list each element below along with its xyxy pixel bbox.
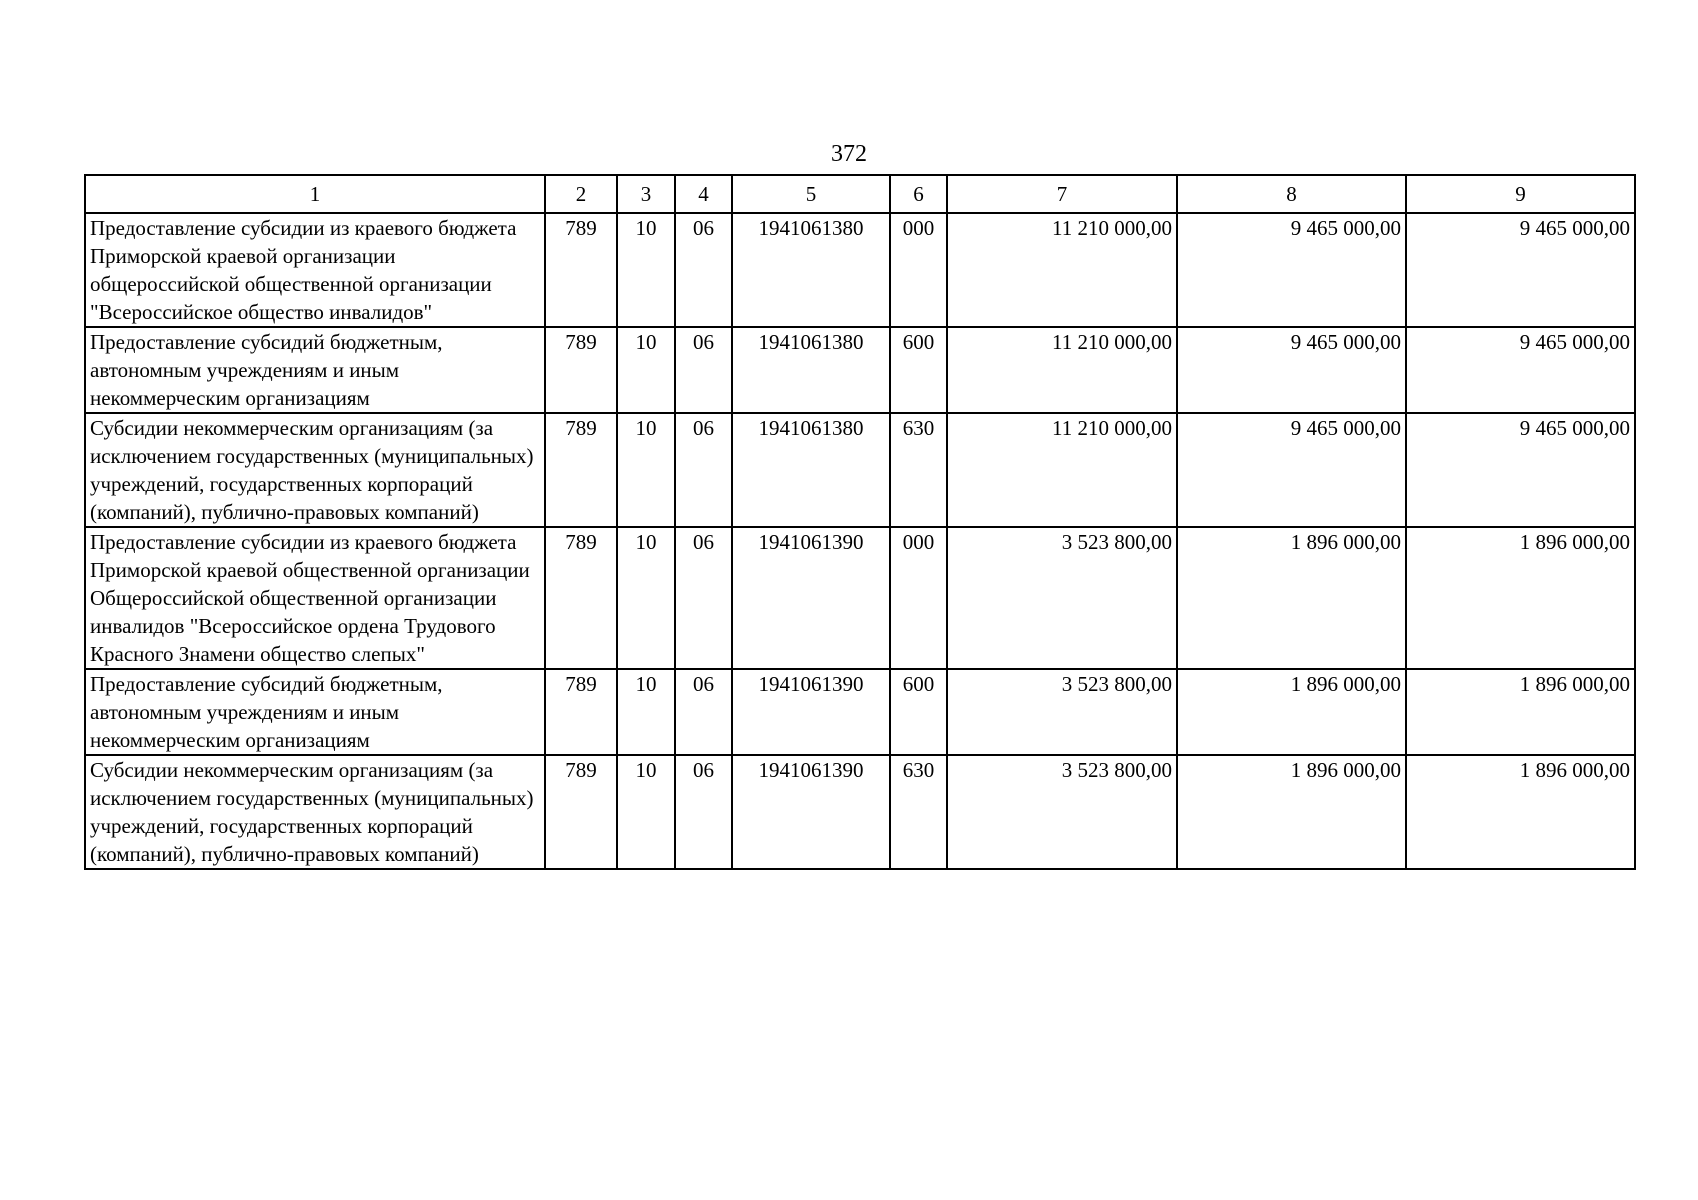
amount-cell: 1 896 000,00 — [1177, 755, 1406, 869]
code-cell: 1941061390 — [732, 669, 890, 755]
amount-cell: 1 896 000,00 — [1406, 755, 1635, 869]
code-cell: 06 — [675, 755, 732, 869]
code-cell: 789 — [545, 413, 617, 527]
amount-cell: 11 210 000,00 — [947, 213, 1177, 327]
code-cell: 789 — [545, 327, 617, 413]
column-header: 6 — [890, 175, 947, 213]
column-header: 9 — [1406, 175, 1635, 213]
code-cell: 600 — [890, 327, 947, 413]
amount-cell: 9 465 000,00 — [1177, 413, 1406, 527]
code-cell: 10 — [617, 327, 675, 413]
code-cell: 1941061380 — [732, 413, 890, 527]
column-header: 3 — [617, 175, 675, 213]
code-cell: 10 — [617, 413, 675, 527]
code-cell: 789 — [545, 669, 617, 755]
amount-cell: 3 523 800,00 — [947, 669, 1177, 755]
amount-cell: 1 896 000,00 — [1177, 527, 1406, 669]
table-row — [85, 755, 1635, 869]
amount-cell: 9 465 000,00 — [1406, 327, 1635, 413]
code-cell: 789 — [545, 213, 617, 327]
page-number: 372 — [831, 141, 867, 167]
budget-table — [84, 174, 1636, 870]
code-cell: 1941061390 — [732, 527, 890, 669]
amount-cell: 1 896 000,00 — [1406, 527, 1635, 669]
column-header: 2 — [545, 175, 617, 213]
amount-cell: 3 523 800,00 — [947, 755, 1177, 869]
code-cell: 000 — [890, 213, 947, 327]
code-cell: 630 — [890, 413, 947, 527]
code-cell: 1941061380 — [732, 213, 890, 327]
code-cell: 10 — [617, 669, 675, 755]
code-cell: 06 — [675, 327, 732, 413]
row-name: Субсидии некоммерческим организациям (за исключением государственных (муниципальных) учреждений, государственных корпораций (компаний), публично-правовых компаний) — [85, 755, 545, 869]
amount-cell: 9 465 000,00 — [1177, 327, 1406, 413]
code-cell: 06 — [675, 213, 732, 327]
amount-cell: 11 210 000,00 — [947, 413, 1177, 527]
code-cell: 000 — [890, 527, 947, 669]
row-name: Субсидии некоммерческим организациям (за исключением государственных (муниципальных) учреждений, государственных корпораций (компаний), публично-правовых компаний) — [85, 413, 545, 527]
table-row — [85, 327, 1635, 413]
column-header: 5 — [732, 175, 890, 213]
column-header: 1 — [85, 175, 545, 213]
amount-cell: 9 465 000,00 — [1406, 213, 1635, 327]
code-cell: 789 — [545, 755, 617, 869]
column-header: 8 — [1177, 175, 1406, 213]
amount-cell: 9 465 000,00 — [1177, 213, 1406, 327]
column-header: 4 — [675, 175, 732, 213]
code-cell: 600 — [890, 669, 947, 755]
code-cell: 06 — [675, 413, 732, 527]
amount-cell: 9 465 000,00 — [1406, 413, 1635, 527]
table-header-row — [85, 175, 1635, 213]
amount-cell: 11 210 000,00 — [947, 327, 1177, 413]
table-row — [85, 527, 1635, 669]
code-cell: 10 — [617, 755, 675, 869]
table-row — [85, 413, 1635, 527]
amount-cell: 1 896 000,00 — [1406, 669, 1635, 755]
code-cell: 10 — [617, 213, 675, 327]
code-cell: 1941061380 — [732, 327, 890, 413]
code-cell: 06 — [675, 527, 732, 669]
amount-cell: 1 896 000,00 — [1177, 669, 1406, 755]
code-cell: 10 — [617, 527, 675, 669]
column-header: 7 — [947, 175, 1177, 213]
code-cell: 789 — [545, 527, 617, 669]
table-row — [85, 669, 1635, 755]
row-name: Предоставление субсидий бюджетным, автономным учреждениям и иным некоммерческим организациям — [85, 669, 545, 755]
code-cell: 630 — [890, 755, 947, 869]
row-name: Предоставление субсидии из краевого бюджета Приморской краевой организации общероссийской общественной организации "Всероссийское общество инвалидов" — [85, 213, 545, 327]
row-name: Предоставление субсидии из краевого бюджета Приморской краевой общественной организации Общероссийской общественной организации инвалидов "Всероссийское ордена Трудового Красного Знамени общество слепых" — [85, 527, 545, 669]
amount-cell: 3 523 800,00 — [947, 527, 1177, 669]
row-name: Предоставление субсидий бюджетным, автономным учреждениям и иным некоммерческим организациям — [85, 327, 545, 413]
code-cell: 1941061390 — [732, 755, 890, 869]
table-row — [85, 213, 1635, 327]
code-cell: 06 — [675, 669, 732, 755]
